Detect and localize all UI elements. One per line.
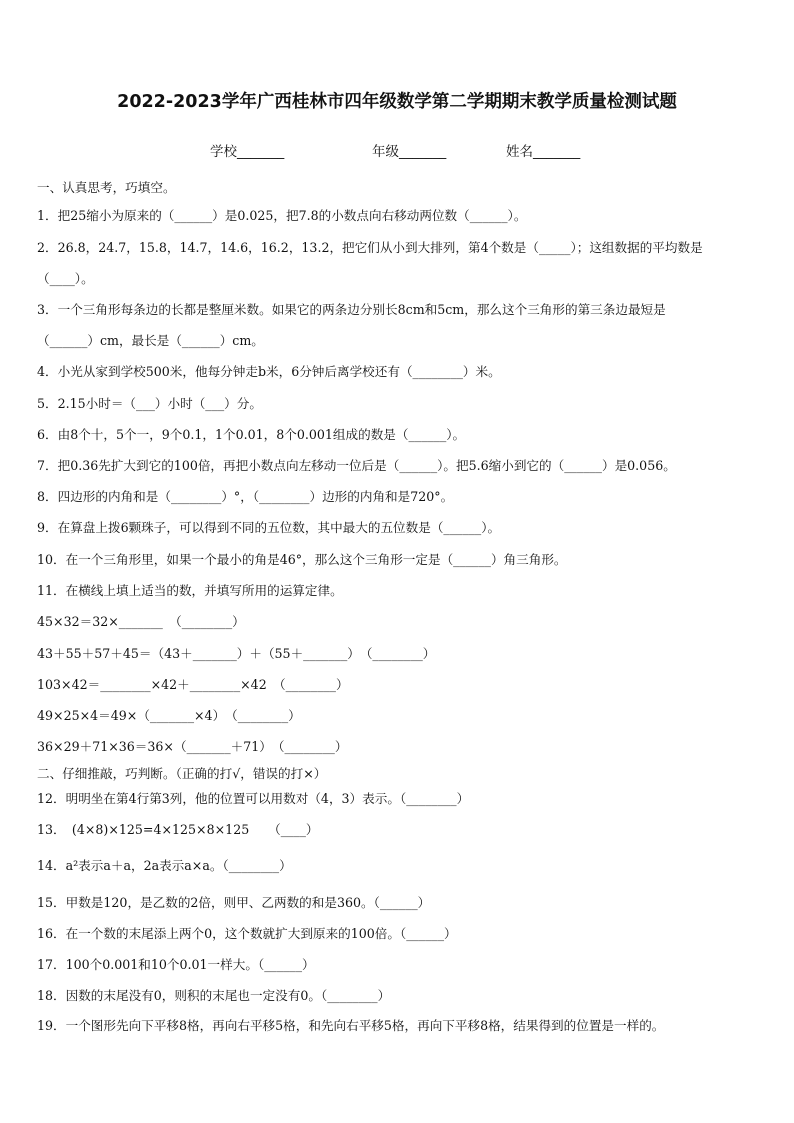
question-11-item-1: 45×32＝32×_______ （________） (37, 614, 245, 629)
section-heading-fill: 一、认真思考，巧填空。 (37, 180, 176, 195)
section-heading-judge: 二、仔细推敲，巧判断。（正确的打√，错误的打×） (37, 766, 327, 781)
question-7: 7．把0.36先扩大到它的100倍，再把小数点向左移动一位后是（______）。把5.6缩小到它的（______）是0.056。 (37, 458, 676, 473)
grade-field: 年级_______ (372, 144, 447, 160)
question-8: 8．四边形的内角和是（________）°，（________）边形的内角和是720°。 (37, 489, 454, 504)
question-10: 10．在一个三角形里，如果一个最小的角是46°，那么这个三角形一定是（______）角三角形。 (37, 552, 567, 567)
question-14: 14．a²表示a＋a，2a表示a×a。（________） (37, 858, 292, 873)
question-11-item-5: 36×29＋71×36＝36×（_______＋71） （________） (37, 739, 348, 754)
question-11-item-4: 49×25×4＝49×（_______×4） （________） (37, 708, 301, 723)
question-6: 6．由8个十，5个一，9个0.1，1个0.01，8个0.001组成的数是（______）。 (37, 427, 466, 442)
question-2: 2．26.8，24.7，15.8，14.7，14.6，16.2，13.2，把它们从小到大排列，第4个数是（_____）；这组数据的平均数是 (37, 240, 703, 255)
question-15: 15．甲数是120，是乙数的2倍，则甲、乙两数的和是360。（______） (37, 895, 431, 910)
school-field: 学校_______ (210, 144, 285, 160)
question-12: 12．明明坐在第4行第3列，他的位置可以用数对（4，3）表示。（________） (37, 791, 470, 806)
question-3-cont: （______）cm，最长是（______）cm。 (37, 333, 264, 348)
question-11-item-3: 103×42＝________×42＋________×42 （________） (37, 677, 349, 692)
question-1: 1．把25缩小为原来的（______）是0.025，把7.8的小数点向右移动两位数（______）。 (37, 208, 527, 223)
question-4: 4．小光从家到学校500米，他每分钟走b米，6分钟后离学校还有（________）米。 (37, 364, 501, 379)
question-2-cont: （____）。 (37, 271, 94, 286)
question-16: 16．在一个数的末尾添上两个0，这个数就扩大到原来的100倍。（______） (37, 926, 457, 941)
question-17: 17．100个0.001和10个0.01一样大。（______） (37, 957, 315, 972)
question-11-item-2: 43＋55＋57＋45＝（43＋_______）＋（55＋_______） （________） (37, 646, 436, 661)
question-5: 5．2.15小时＝（___）小时（___）分。 (37, 396, 262, 411)
question-19: 19．一个图形先向下平移8格，再向右平移5格，和先向右平移5格，再向下平移8格，结果得到的位置是一样的。 (37, 1018, 665, 1033)
question-13: 13． (4×8)×125=4×125×8×125 （____） (37, 822, 319, 837)
question-9: 9．在算盘上拨6颗珠子，可以得到不同的五位数，其中最大的五位数是（______）。 (37, 520, 501, 535)
question-11: 11．在横线上填上适当的数，并填写所用的运算定律。 (37, 583, 343, 598)
name-field: 姓名_______ (506, 144, 581, 160)
question-18: 18．因数的末尾没有0，则积的末尾也一定没有0。（________） (37, 988, 391, 1003)
question-3: 3．一个三角形每条边的长都是整厘米数。如果它的两条边分别长8cm和5cm，那么这个三角形的第三条边最短是 (37, 302, 666, 317)
page-title: 2022-2023学年广西桂林市四年级数学第二学期期末教学质量检测试题 (117, 92, 677, 112)
